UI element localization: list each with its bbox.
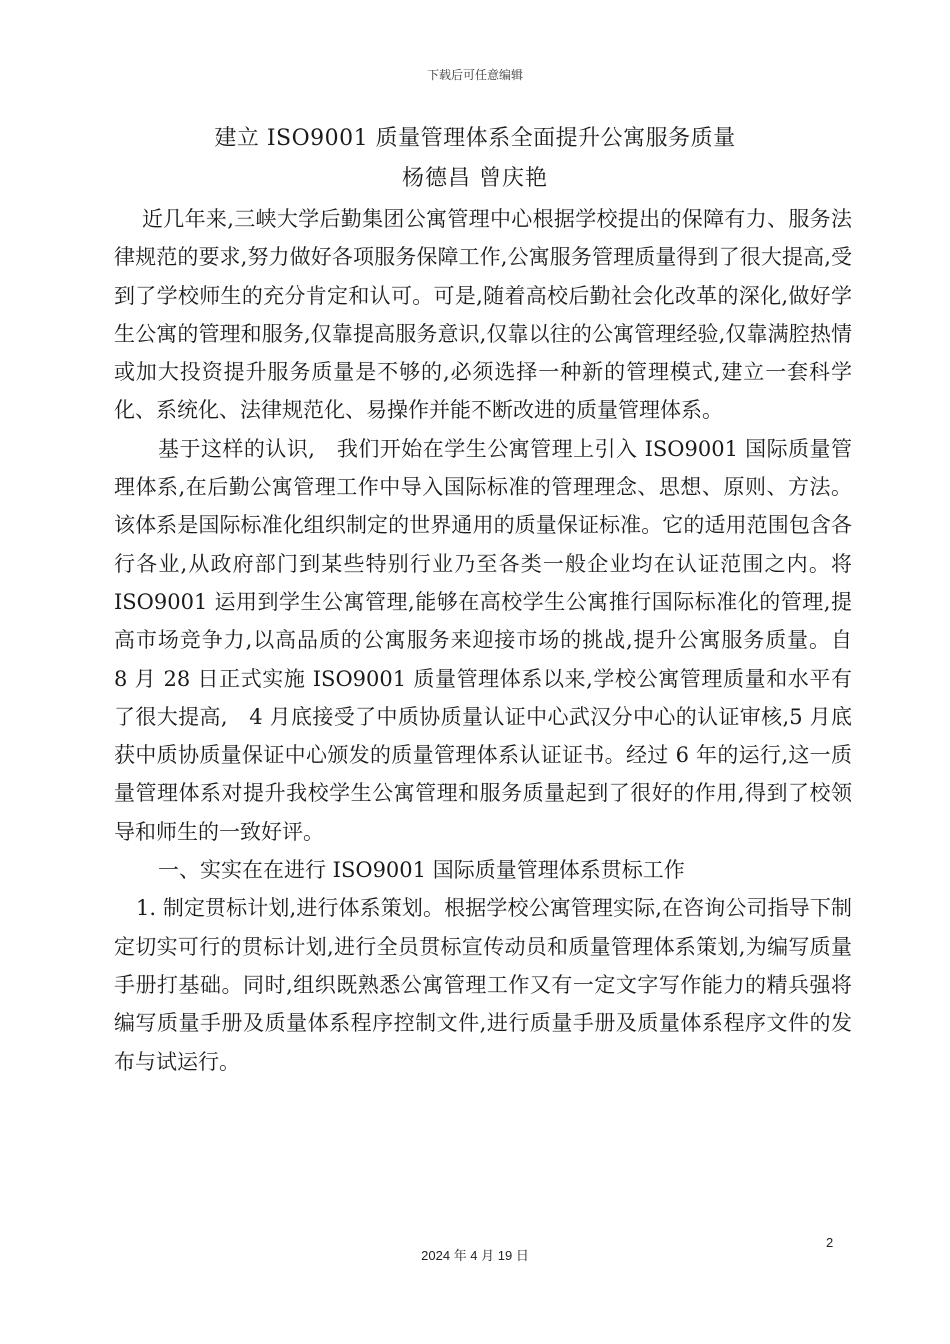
paragraph-intro: 近几年来,三峡大学后勤集团公寓管理中心根据学校提出的保障有力、服务法律规范的要求,努力做好各项服务保障工作,公寓服务管理质量得到了很大提高,受到了学校师生的充分肯定和认可。可是,随着高校后勤社会化改革的深化,做好学生公寓的管理和服务,仅靠提高服务意识,仅靠以往的公寓管理经验,仅靠满腔热情或加大投资提升服务质量是不够的,必须选择一种新的管理模式,建立一套科学化、系统化、法律规范化、易操作并能不断改进的质量管理体系。	[114, 207, 852, 423]
list-item-1: 1. 制定贯标计划,进行体系策划。根据学校公寓管理实际,在咨询公司指导下制定切实可行的贯标计划,进行全员贯标宣传动员和质量管理体系策划,为编写质量手册打基础。同时,组织既熟悉公寓管理工作又有一定文字写作能力的精兵强将编写质量手册及质量体系程序控制文件,进行质量手册及质量体系程序文件的发布与试运行。	[114, 896, 852, 1074]
document-authors: 杨德昌 曾庆艳	[402, 166, 548, 191]
header-note: 下载后可任意编辑	[426, 68, 523, 82]
page-number: 2	[826, 1235, 834, 1250]
document-body	[114, 200, 873, 1081]
section-heading: 一、实实在在进行 ISO9001 国际质量管理体系贯标工作	[158, 858, 685, 883]
document-title: 建立 ISO9001 质量管理体系全面提升公寓服务质量	[214, 126, 736, 151]
paragraph-background: 基于这样的认识, 我们开始在学生公寓管理上引入 ISO9001 国际质量管理体系,在后勤公寓管理工作中导入国际标准的管理理念、思想、原则、方法。该体系是国际标准化组织制定的世界通用的质量保证标准。它的适用范围包含各行各业,从政府部门到某些特别行业乃至各类一般企业均在认证范围之内。将 ISO9001 运用到学生公寓管理,能够在高校学生公寓推行国际标准化的管理,提高市场竞争力,以高品质的公寓服务来迎接市场的挑战,提升公寓服务质量。自 8 月 28 日正式实施 ISO9001 质量管理体系以来,学校公寓管理质量和水平有了很大提高, 4 月底接受了中质协质量认证中心武汉分中心的认证审核,5 月底获中质协质量保证中心颁发的质量管理体系认证证书。经过 6 年的运行,这一质量管理体系对提升我校学生公寓管理和服务质量起到了很好的作用,得到了校领导和师生的一致好评。	[114, 436, 873, 844]
footer-date: 2024 年 4 月 19 日	[421, 1248, 529, 1263]
